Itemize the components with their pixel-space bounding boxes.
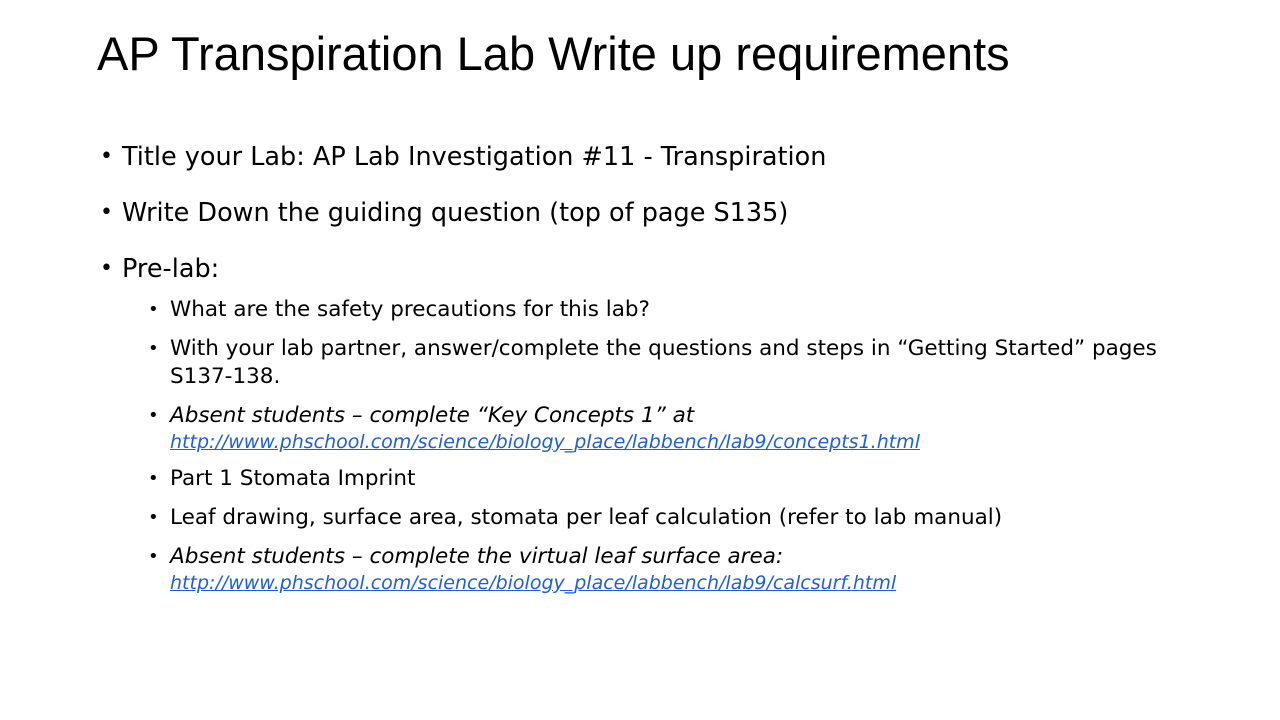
sub-bullet-text: Leaf drawing, surface area, stomata per leaf calculation (refer to lab manual) (170, 505, 1003, 530)
sub-bullet-getting-started (148, 335, 1208, 391)
bullet-text: Write Down the guiding question (top of page S135) (122, 198, 789, 228)
bullet-icon: • (100, 200, 113, 225)
bullet-icon: • (148, 338, 159, 359)
key-concepts-link[interactable]: http://www.phschool.com/science/biology_place/labbench/lab9/concepts1.html (170, 431, 920, 453)
bullet-icon: • (100, 144, 113, 169)
bullet-text: Pre-lab: (122, 254, 220, 284)
sub-bullet-part1 (148, 465, 1208, 493)
sub-bullet-text: Absent students – complete “Key Concepts 1” at (170, 403, 695, 428)
sub-bullet-text: Absent students – complete the virtual leaf surface area: (170, 544, 784, 569)
bullet-guiding-question (100, 196, 1220, 230)
bullet-icon: • (100, 256, 113, 281)
sub-bullet-leaf-drawing (148, 504, 1208, 532)
bullet-icon: • (148, 299, 159, 320)
leaf-area-link[interactable]: http://www.phschool.com/science/biology_place/labbench/lab9/calcsurf.html (170, 572, 897, 594)
bullet-icon: • (148, 546, 159, 567)
sub-bullet-text: Part 1 Stomata Imprint (170, 466, 416, 491)
bullet-pre-lab (100, 252, 1220, 286)
sub-bullet-list (148, 296, 1208, 595)
sub-bullet-absent-leaf-area (148, 543, 1208, 595)
bullet-icon: • (148, 468, 159, 489)
bullet-icon: • (148, 405, 159, 426)
sub-bullet-text: What are the safety precautions for this lab? (170, 297, 650, 322)
bullet-icon: • (148, 507, 159, 528)
sub-bullet-absent-key-concepts (148, 402, 1208, 454)
slide-title: AP Transpiration Lab Write up requirements (97, 27, 1010, 80)
sub-bullet-text: With your lab partner, answer/complete the questions and steps in “Getting Started” pages S137-138. (170, 336, 1157, 389)
bullet-title-lab (100, 140, 1220, 174)
bullet-list (100, 140, 1220, 300)
sub-bullet-safety (148, 296, 1208, 324)
bullet-text: Title your Lab: AP Lab Investigation #11 - Transpiration (122, 142, 827, 172)
